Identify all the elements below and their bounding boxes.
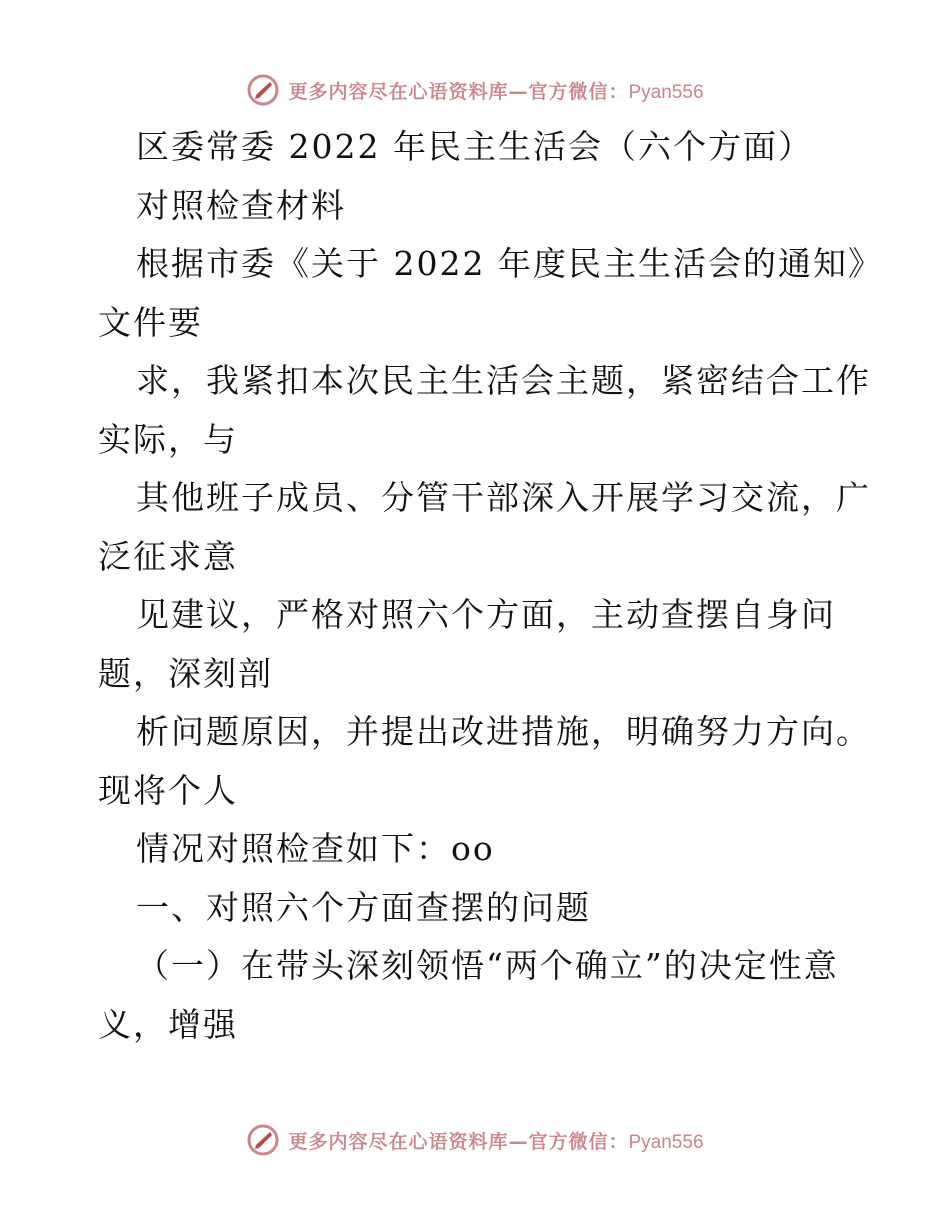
- document-line: 实际，与: [98, 419, 238, 459]
- document-line: 析问题原因，并提出改进措施，明确努力方向。: [136, 712, 871, 751]
- watermark-footer: [0, 1118, 950, 1162]
- document-line: 其他班子成员、分管干部深入开展学习交流，广: [136, 478, 871, 517]
- document-line: 求，我紧扣本次民主生活会主题，紧密结合工作: [136, 361, 871, 400]
- watermark-header: [0, 68, 950, 112]
- document-line: 文件要: [98, 302, 203, 342]
- document-line: 区委常委 2022 年民主生活会（六个方面）: [136, 127, 813, 166]
- watermark-text: 更多内容尽在心语资料库—官方微信：Pyan556: [288, 1130, 704, 1153]
- document-line: 对照检查材料: [136, 185, 346, 225]
- document-line: （一）在带头深刻领悟“两个确立”的决定性意: [136, 946, 839, 985]
- document-line: 情况对照检查如下：oo: [136, 829, 495, 868]
- document-line: 题，深刻剖: [98, 653, 273, 693]
- document-line: 见建议，严格对照六个方面，主动查摆自身问: [136, 595, 836, 634]
- document-line: 根据市委《关于 2022 年度民主生活会的通知》: [136, 244, 883, 283]
- document-line: 义，增强: [98, 1004, 238, 1044]
- watermark-logo-icon: [246, 73, 280, 107]
- document-line: 一、对照六个方面查摆的问题: [136, 887, 591, 927]
- document-body: [98, 118, 883, 1054]
- watermark-text: 更多内容尽在心语资料库—官方微信：Pyan556: [288, 80, 704, 103]
- watermark-logo-icon: [246, 1123, 280, 1157]
- document-line: 泛征求意: [98, 536, 238, 576]
- document-line: 现将个人: [98, 770, 238, 810]
